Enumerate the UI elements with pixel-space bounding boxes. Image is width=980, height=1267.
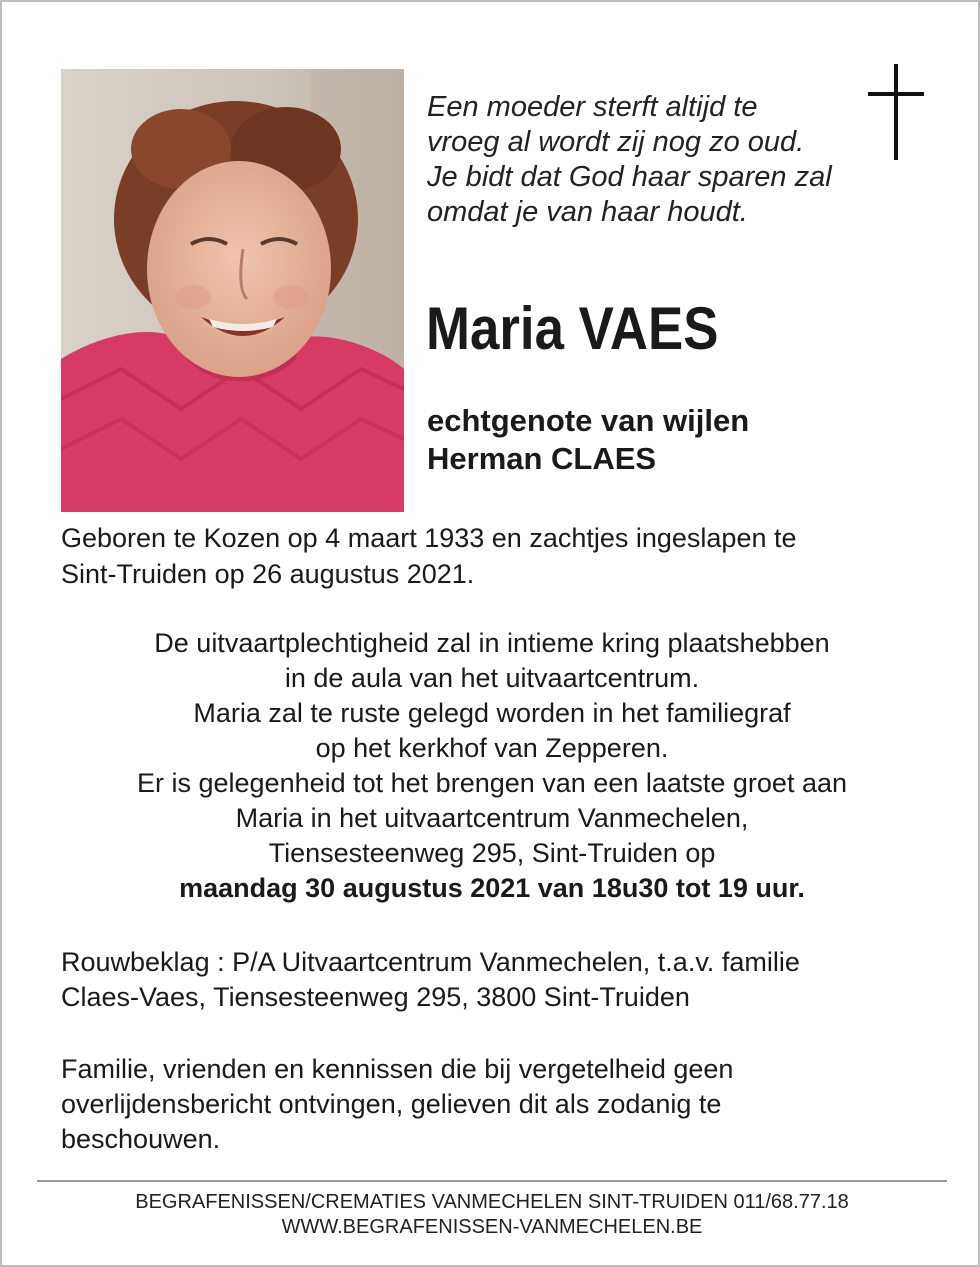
deceased-name: Maria VAES	[426, 295, 719, 362]
poem-line: omdat je van haar houdt.	[427, 196, 748, 228]
birth-death-info	[61, 520, 941, 592]
funeral-home-contact: BEGRAFENISSEN/CREMATIES VANMECHELEN SINT-TRUIDEN 011/68.77.18	[135, 1191, 849, 1213]
ceremony-info	[42, 626, 942, 906]
portrait-image	[61, 69, 404, 512]
spouse-line: echtgenote van wijlen	[427, 403, 750, 438]
ceremony-line: op het kerkhof van Zepperen.	[315, 733, 669, 763]
poem-line: Je bidt dat God haar sparen zal	[427, 161, 832, 193]
visitation-datetime: maandag 30 augustus 2021 van 18u30 tot 19 uur.	[179, 873, 805, 903]
ceremony-line: Tiensesteenweg 295, Sint-Truiden op	[268, 838, 716, 868]
notice-line: overlijdensbericht ontvingen, gelieven dit als zodanig te	[61, 1089, 722, 1119]
poem	[427, 90, 832, 230]
birth-line: Sint-Truiden op 26 augustus 2021.	[61, 559, 475, 589]
birth-line: Geboren te Kozen op 4 maart 1933 en zachtjes ingeslapen te	[61, 523, 797, 553]
cross-icon	[868, 64, 924, 160]
ceremony-line: Maria zal te ruste gelegd worden in het familiegraf	[193, 698, 791, 728]
family-notice	[61, 1052, 961, 1157]
condolences-line: Claes-Vaes, Tiensesteenweg 295, 3800 Sint-Truiden	[61, 982, 690, 1012]
footer-divider	[37, 1180, 947, 1182]
ceremony-line: in de aula van het uitvaartcentrum.	[284, 663, 700, 693]
footer	[37, 1190, 947, 1240]
notice-line: Familie, vrienden en kennissen die bij vergetelheid geen	[61, 1054, 734, 1084]
notice-line: beschouwen.	[61, 1124, 221, 1154]
portrait-photo	[61, 69, 404, 512]
ceremony-line: Maria in het uitvaartcentrum Vanmechelen,	[235, 803, 749, 833]
poem-line: Een moeder sterft altijd te	[427, 91, 758, 123]
ceremony-line: Er is gelegenheid tot het brengen van een laatste groet aan	[136, 768, 847, 798]
condolences-line: Rouwbeklag : P/A Uitvaartcentrum Vanmechelen, t.a.v. familie	[61, 947, 800, 977]
funeral-home-website[interactable]: WWW.BEGRAFENISSEN-VANMECHELEN.BE	[281, 1216, 703, 1238]
poem-line: vroeg al wordt zij nog zo oud.	[427, 126, 805, 158]
condolences-address	[61, 945, 961, 1015]
ceremony-line: De uitvaartplechtigheid zal in intieme kring plaatshebben	[154, 628, 830, 658]
spouse-name: Herman CLAES	[427, 441, 657, 476]
spouse-info	[427, 402, 749, 478]
